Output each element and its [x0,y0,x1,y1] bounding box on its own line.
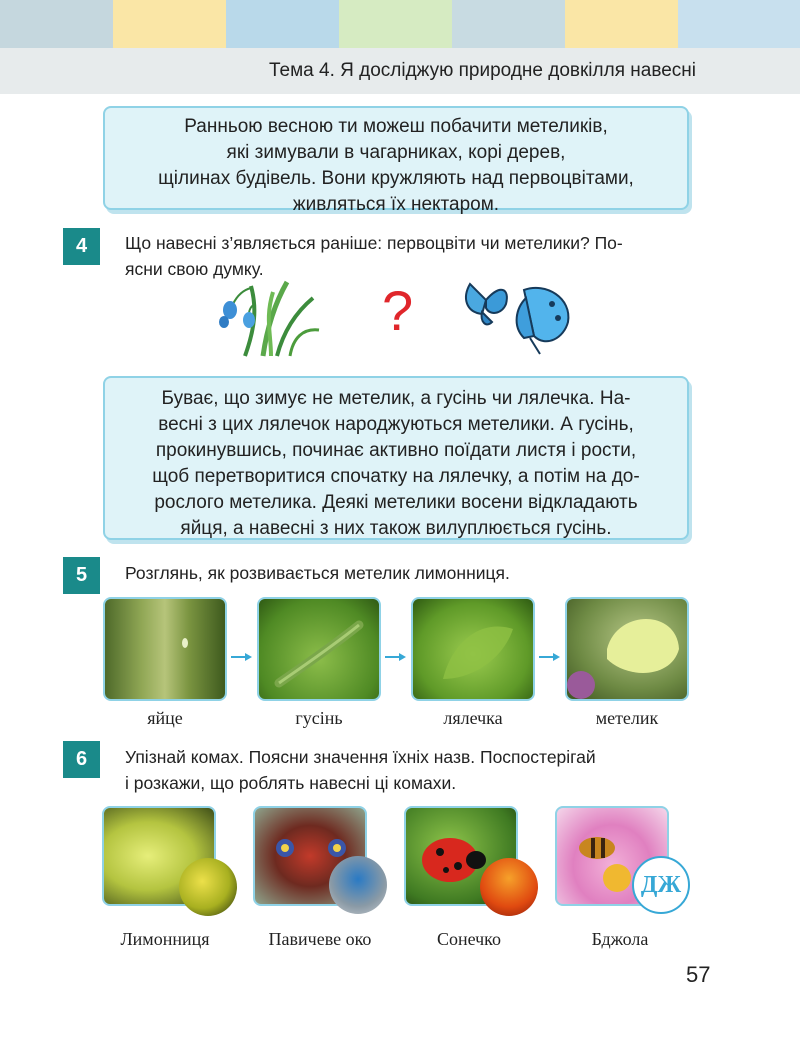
sun-image [480,858,538,916]
info-line: Буває, що зимує не метелик, а гусінь чи лялечка. На- [161,388,631,409]
question-mark: ? [382,279,414,342]
info-line: щілинах будівель. Вони кружляють над первоцвітами, [158,168,634,189]
task-4-text [125,230,695,282]
info-line: щоб перетворитися спочатку на лялечку, а потім на до- [152,466,640,487]
stage-label-caterpillar: гусінь [295,708,343,728]
task-line: Упізнай комах. Поясни значення їхніх назв. Поспостерігай [125,747,596,767]
info-line: яйця, а навесні з них також вилуплюється гусінь. [180,518,612,539]
insect-label-peacock: Павичеве око [268,929,372,949]
info-line: Ранньою весною ти можеш побачити метеликів, [184,116,608,137]
task-number-4: 4 [63,228,100,265]
task-number-5: 5 [63,557,100,594]
top-color-bar [0,0,800,48]
info-line: прокинувшись, починає активно поїдати листя і рости, [155,440,637,461]
info-line: живляться їх нектаром. [292,194,500,215]
info-box-caterpillar [103,376,689,540]
insect-label-brimstone: Лимонниця [120,929,210,949]
butterflies-illustration [460,278,575,358]
task-line: і розкажи, що роблять навесні ці комахи. [125,773,457,793]
task-6-text [125,744,695,796]
snowdrop-illustration [215,278,325,358]
bee-badge: ДЖ [632,856,690,914]
peacock-image [329,856,387,914]
arrow-right-icon [539,652,561,662]
arrow-right-icon [385,652,407,662]
info-line: які зимували в чагарниках, корі дерев, [226,142,566,163]
page-number: 57 [686,962,711,987]
photo-caterpillar [257,597,381,701]
stage-label-egg: яйце [147,708,183,728]
info-box-butterflies [103,106,689,215]
task-line: ясни свою думку. [125,259,264,279]
page-title: Тема 4. Я досліджую природне довкілля навесні [269,60,696,81]
photo-egg [103,597,227,701]
stage-label-pupa: лялечка [443,708,503,728]
task-number-6: 6 [63,741,100,778]
task-5-text: Розглянь, як розвивається метелик лимонниця. [125,563,510,583]
info-line: рослого метелика. Деякі метелики восени відкладають [154,492,638,513]
insect-label-bee: Бджола [591,929,649,949]
arrow-right-icon [231,652,253,662]
stage-label-butterfly: метелик [595,708,659,728]
photo-pupa [411,597,535,701]
lemon-image [179,858,237,916]
info-line: весні з цих лялечок народжуються метелики. А гусінь, [158,414,634,435]
photo-butterfly [565,597,689,701]
task-line: Що навесні з’являється раніше: первоцвіти чи метелики? По- [125,233,623,253]
insect-label-ladybug: Сонечко [436,929,502,949]
